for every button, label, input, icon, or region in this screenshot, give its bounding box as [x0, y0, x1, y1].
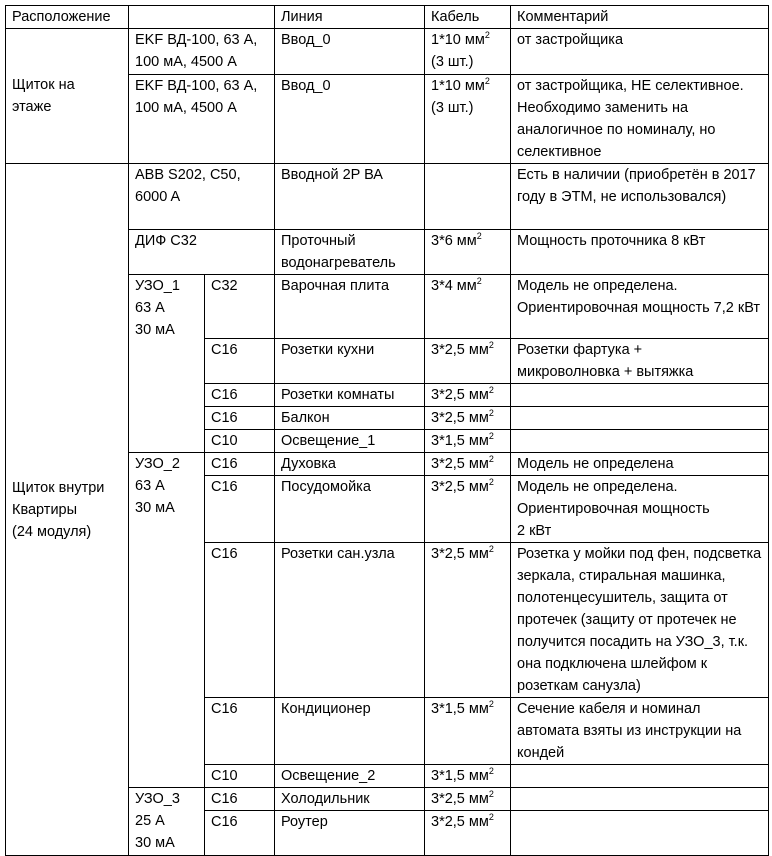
comment-cell [511, 407, 769, 430]
line-cell: Проточный водонагреватель [275, 230, 425, 275]
line-cell: Розетки комнаты [275, 384, 425, 407]
breaker-cell: C16 [205, 453, 275, 476]
table-row [6, 29, 769, 75]
header-device [129, 6, 275, 29]
cable-cell [425, 164, 511, 230]
line-cell: Освещение_1 [275, 430, 425, 453]
comment-cell [511, 430, 769, 453]
comment-cell [511, 788, 769, 811]
wiring-table [5, 5, 769, 856]
cable-cell [425, 29, 511, 75]
device-cell: ABB S202, C50, 6000 A [129, 164, 275, 230]
cable-value: 3*2,5 мм [431, 479, 489, 495]
cable-value: 3*2,5 мм [431, 546, 489, 562]
breaker-cell: C16 [205, 788, 275, 811]
breaker-cell: C16 [205, 384, 275, 407]
cable-superscript: 2 [488, 766, 494, 777]
breaker-cell: C16 [205, 698, 275, 765]
line-cell: Розетки сан.узла [275, 543, 425, 698]
cable-value: 3*4 мм [431, 278, 477, 294]
comment-cell [511, 384, 769, 407]
cable-value: 3*2,5 мм [431, 814, 489, 830]
cable-superscript: 2 [488, 699, 494, 710]
cable-superscript: 2 [484, 30, 490, 41]
comment-cell: Розетки фартука + микроволновка + вытяжка [511, 339, 769, 384]
line-cell: Розетки кухни [275, 339, 425, 384]
cable-value: 3*2,5 мм [431, 791, 489, 807]
location-floor-panel: Щиток на этаже [6, 29, 129, 164]
breaker-cell: C16 [205, 339, 275, 384]
breaker-cell: C10 [205, 430, 275, 453]
header-line: Линия [275, 6, 425, 29]
comment-cell: Сечение кабеля и номинал автомата взяты из инструкции на кондей [511, 698, 769, 765]
cable-value: 3*2,5 мм [431, 342, 489, 358]
comment-cell: Розетка у мойки под фен, подсветка зеркала, стиральная машинка, полотенцесушитель, защита от протечек (защиту от протечек не получится посадить на УЗО_3, т.к. она подключена шлейфом к розеткам санузла) [511, 543, 769, 698]
cable-superscript: 2 [488, 454, 494, 465]
device-cell: EKF ВД-100, 63 А, 100 мА, 4500 А [129, 75, 275, 164]
comment-cell: от застройщика [511, 29, 769, 75]
cable-superscript: 2 [488, 385, 494, 396]
cable-cell [425, 765, 511, 788]
cable-cell [425, 407, 511, 430]
line-cell: Вводной 2P ВА [275, 164, 425, 230]
cable-value: 1*10 мм [431, 78, 485, 94]
cable-value: 3*1,5 мм [431, 433, 489, 449]
cable-superscript: 2 [476, 231, 482, 242]
cable-cell [425, 384, 511, 407]
cable-value: 3*2,5 мм [431, 387, 489, 403]
cable-superscript: 2 [488, 477, 494, 488]
cable-cell [425, 788, 511, 811]
comment-cell [511, 811, 769, 856]
cable-cell [425, 698, 511, 765]
cable-cell [425, 543, 511, 698]
breaker-cell: C16 [205, 811, 275, 856]
cable-superscript: 2 [484, 76, 490, 87]
cable-superscript: 2 [488, 812, 494, 823]
comment-cell: Мощность проточника 8 кВт [511, 230, 769, 275]
device-cell: EKF ВД-100, 63 А, 100 мА, 4500 А [129, 29, 275, 75]
line-cell: Освещение_2 [275, 765, 425, 788]
table-row [6, 164, 769, 230]
header-comment: Комментарий [511, 6, 769, 29]
header-cable: Кабель [425, 6, 511, 29]
cable-cell [425, 230, 511, 275]
breaker-cell: C16 [205, 543, 275, 698]
cable-cell [425, 339, 511, 384]
comment-cell [511, 765, 769, 788]
rcd-cell: УЗО_2 63 А 30 мА [129, 453, 205, 788]
cable-cell [425, 476, 511, 543]
line-cell: Ввод_0 [275, 29, 425, 75]
comment-cell: Модель не определена [511, 453, 769, 476]
line-cell: Балкон [275, 407, 425, 430]
line-cell: Варочная плита [275, 275, 425, 339]
cable-superscript: 2 [488, 408, 494, 419]
comment-cell: Есть в наличии (приобретён в 2017 году в ЭТМ, не использовался) [511, 164, 769, 230]
rcd-cell: УЗО_1 63 А 30 мА [129, 275, 205, 453]
cable-superscript: 2 [476, 276, 482, 287]
breaker-cell: C16 [205, 476, 275, 543]
cable-value: 3*6 мм [431, 233, 477, 249]
cable-superscript: 2 [488, 544, 494, 555]
header-location: Расположение [6, 6, 129, 29]
comment-cell: Модель не определена. Ориентировочная мощность 7,2 кВт [511, 275, 769, 339]
line-cell: Духовка [275, 453, 425, 476]
cable-cell [425, 453, 511, 476]
comment-cell: Модель не определена. Ориентировочная мощность 2 кВт [511, 476, 769, 543]
cable-note: (3 шт.) [431, 100, 474, 116]
cable-cell [425, 811, 511, 856]
cable-value: 3*1,5 мм [431, 768, 489, 784]
line-cell: Роутер [275, 811, 425, 856]
line-cell: Холодильник [275, 788, 425, 811]
cable-cell [425, 75, 511, 164]
breaker-cell: C10 [205, 765, 275, 788]
breaker-cell: C16 [205, 407, 275, 430]
cable-superscript: 2 [488, 340, 494, 351]
cable-value: 1*10 мм [431, 32, 485, 48]
line-cell: Ввод_0 [275, 75, 425, 164]
cable-superscript: 2 [488, 431, 494, 442]
line-cell: Кондиционер [275, 698, 425, 765]
cable-cell [425, 275, 511, 339]
header-row [6, 6, 769, 29]
line-cell: Посудомойка [275, 476, 425, 543]
cable-superscript: 2 [488, 789, 494, 800]
cable-value: 3*2,5 мм [431, 410, 489, 426]
cable-cell [425, 430, 511, 453]
location-apartment-panel: Щиток внутри Квартиры (24 модуля) [6, 164, 129, 856]
cable-note: (3 шт.) [431, 54, 474, 70]
rcd-cell: УЗО_3 25 А 30 мА [129, 788, 205, 856]
cable-value: 3*1,5 мм [431, 701, 489, 717]
breaker-cell: C32 [205, 275, 275, 339]
device-cell: ДИФ С32 [129, 230, 275, 275]
comment-cell: от застройщика, НЕ селективное. Необходимо заменить на аналогичное по номиналу, но селективное [511, 75, 769, 164]
cable-value: 3*2,5 мм [431, 456, 489, 472]
